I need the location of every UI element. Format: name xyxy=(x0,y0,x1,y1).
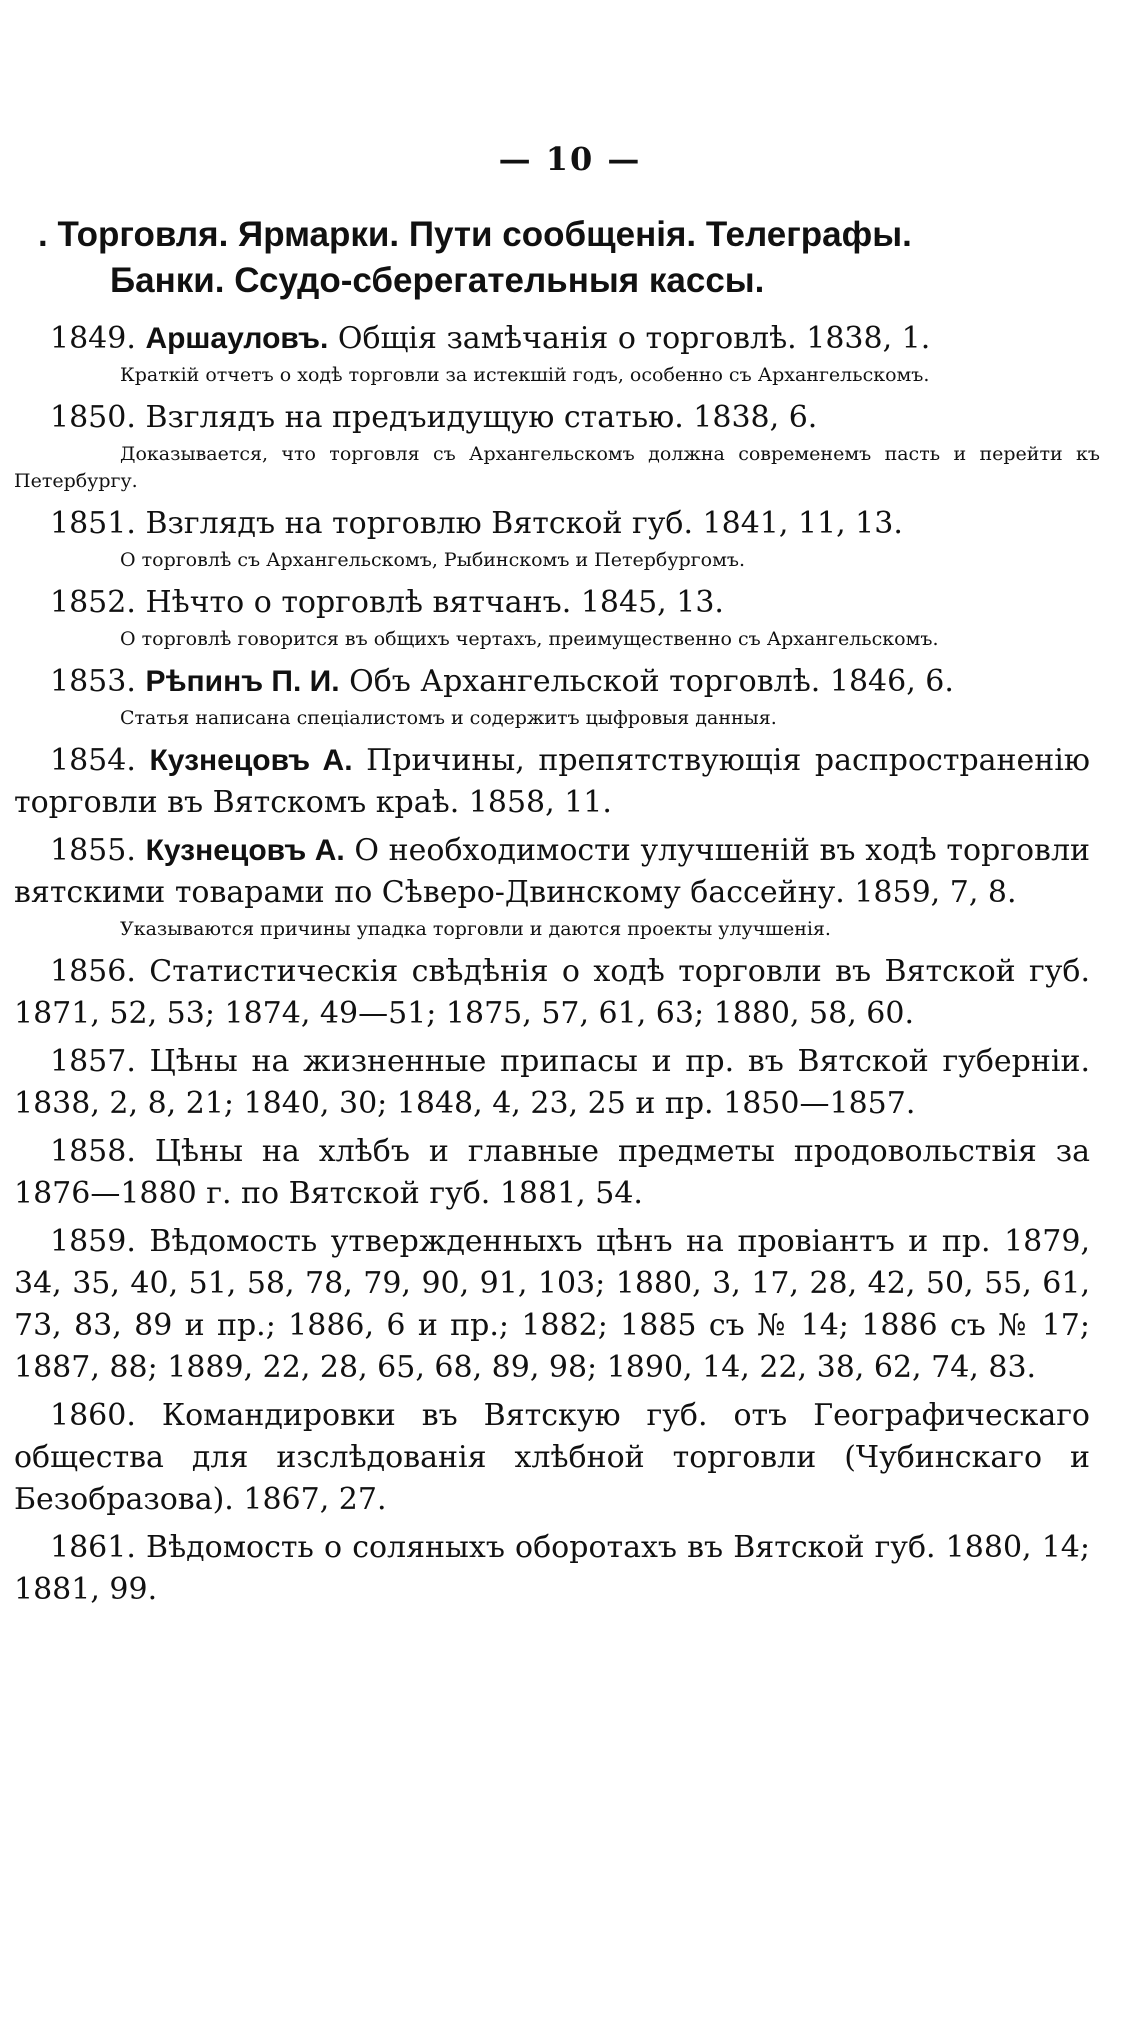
entry-number: 1850. xyxy=(50,400,136,435)
entry-text: Вѣдомость о соляныхъ оборотахъ въ Вятской губ. 1880, 14; 1881, 99. xyxy=(14,1530,1090,1607)
entry-1851 xyxy=(0,503,1140,545)
entry-author: Кузнецовъ А. xyxy=(145,834,345,867)
entry-note: Доказывается, что торговля съ Архангельскомъ должна современемъ пасть и перейти къ Петербургу. xyxy=(14,443,1100,492)
entry-number: 1856. xyxy=(50,954,136,989)
entry-1856 xyxy=(0,951,1140,1035)
entry-number: 1851. xyxy=(50,506,136,541)
entry-1858 xyxy=(0,1131,1140,1215)
section-title xyxy=(38,212,1098,304)
entry-text: Командировки въ Вятскую губ. отъ Географическаго общества для изслѣдованія хлѣбной торговли (Чубинскаго и Безобразова). 1867, 27. xyxy=(14,1398,1090,1517)
entry-author: Кузнецовъ А. xyxy=(149,744,353,777)
entry-number: 1860. xyxy=(50,1398,136,1433)
entry-note: О торговлѣ говорится въ общихъ чертахъ, преимущественно съ Архангельскомъ. xyxy=(120,628,939,650)
entry-1857 xyxy=(0,1041,1140,1125)
entry-number: 1861. xyxy=(50,1530,136,1565)
entry-text: Общія замѣчанія о торговлѣ. 1838, 1. xyxy=(337,321,931,356)
entry-1861 xyxy=(0,1527,1140,1611)
section-title-line1: . Торговля. Ярмарки. Пути сообщенія. Телеграфы. xyxy=(38,215,912,254)
entry-note: Указываются причины упадка торговли и даются проекты улучшенія. xyxy=(120,918,831,940)
entry-1860 xyxy=(0,1395,1140,1521)
entry-text: Взглядъ на предъидущую статью. 1838, 6. xyxy=(145,400,818,435)
entry-text: Взглядъ на торговлю Вятской губ. 1841, 11, 13. xyxy=(145,506,903,541)
page-number: — 10 — xyxy=(498,140,642,178)
entry-text: Цѣны на жизненные припасы и пр. въ Вятской губерніи. 1838, 2, 8, 21; 1840, 30; 1848, 4, 23, 25 и пр. 1850—1857. xyxy=(14,1044,1090,1121)
entry-1854 xyxy=(0,740,1140,824)
entry-number: 1858. xyxy=(50,1134,136,1169)
section-title-line2: Банки. Ссудо-сберегательныя кассы. xyxy=(110,261,765,300)
entry-number: 1854. xyxy=(50,743,136,778)
entry-text: Причины, препятствующія распространенію торговли въ Вятскомъ краѣ. 1858, 11. xyxy=(14,743,1090,820)
entry-text: Цѣны на хлѣбъ и главные предметы продовольствія за 1876—1880 г. по Вятской губ. 1881, 54. xyxy=(14,1134,1090,1211)
entry-number: 1853. xyxy=(50,664,136,699)
entry-number: 1852. xyxy=(50,585,136,620)
entry-text: Нѣчто о торговлѣ вятчанъ. 1845, 13. xyxy=(145,585,724,620)
entry-list xyxy=(0,312,1140,1611)
entry-text: Объ Архангельской торговлѣ. 1846, 6. xyxy=(349,664,954,699)
entry-number: 1859. xyxy=(50,1224,136,1259)
entry-number: 1857. xyxy=(50,1044,136,1079)
entry-1855 xyxy=(0,830,1140,914)
entry-1849 xyxy=(0,318,1140,360)
entry-text: О необходимости улучшеній въ ходѣ торговли вятскими товарами по Сѣверо-Двинскому бассейну. 1859, 7, 8. xyxy=(14,833,1090,910)
entry-1853 xyxy=(0,661,1140,703)
entry-author: Аршауловъ. xyxy=(145,322,329,355)
entry-1859 xyxy=(0,1221,1140,1389)
entry-note: О торговлѣ съ Архангельскомъ, Рыбинскомъ и Петербургомъ. xyxy=(120,549,745,571)
entry-note: Статья написана спеціалистомъ и содержитъ цыфровыя данныя. xyxy=(120,707,777,729)
entry-text: Вѣдомость утвержденныхъ цѣнъ на провіантъ и пр. 1879, 34, 35, 40, 51, 58, 78, 79, 90, 91, 103; 1880, 3, 17, 28, 42, 50, 55, 61, 73, 83, 89 и пр.; 1886, 6 и пр.; 1882; 1885 съ № 14; 1886 съ № 17; 1887, 88; 1889, 22, 28, 65, 68, 89, 98; 1890, 14, 22, 38, 62, 74, 83. xyxy=(14,1224,1090,1385)
entry-text: Статистическія свѣдѣнія о ходѣ торговли въ Вятской губ. 1871, 52, 53; 1874, 49—51; 1875, 57, 61, 63; 1880, 58, 60. xyxy=(14,954,1090,1031)
entry-author: Рѣпинъ П. И. xyxy=(145,665,340,698)
entry-number: 1855. xyxy=(50,833,136,868)
entry-1850 xyxy=(0,397,1140,439)
entry-number: 1849. xyxy=(50,321,136,356)
entry-1852 xyxy=(0,582,1140,624)
entry-note: Краткій отчетъ о ходѣ торговли за истекшій годъ, особенно съ Архангельскомъ. xyxy=(120,364,930,386)
